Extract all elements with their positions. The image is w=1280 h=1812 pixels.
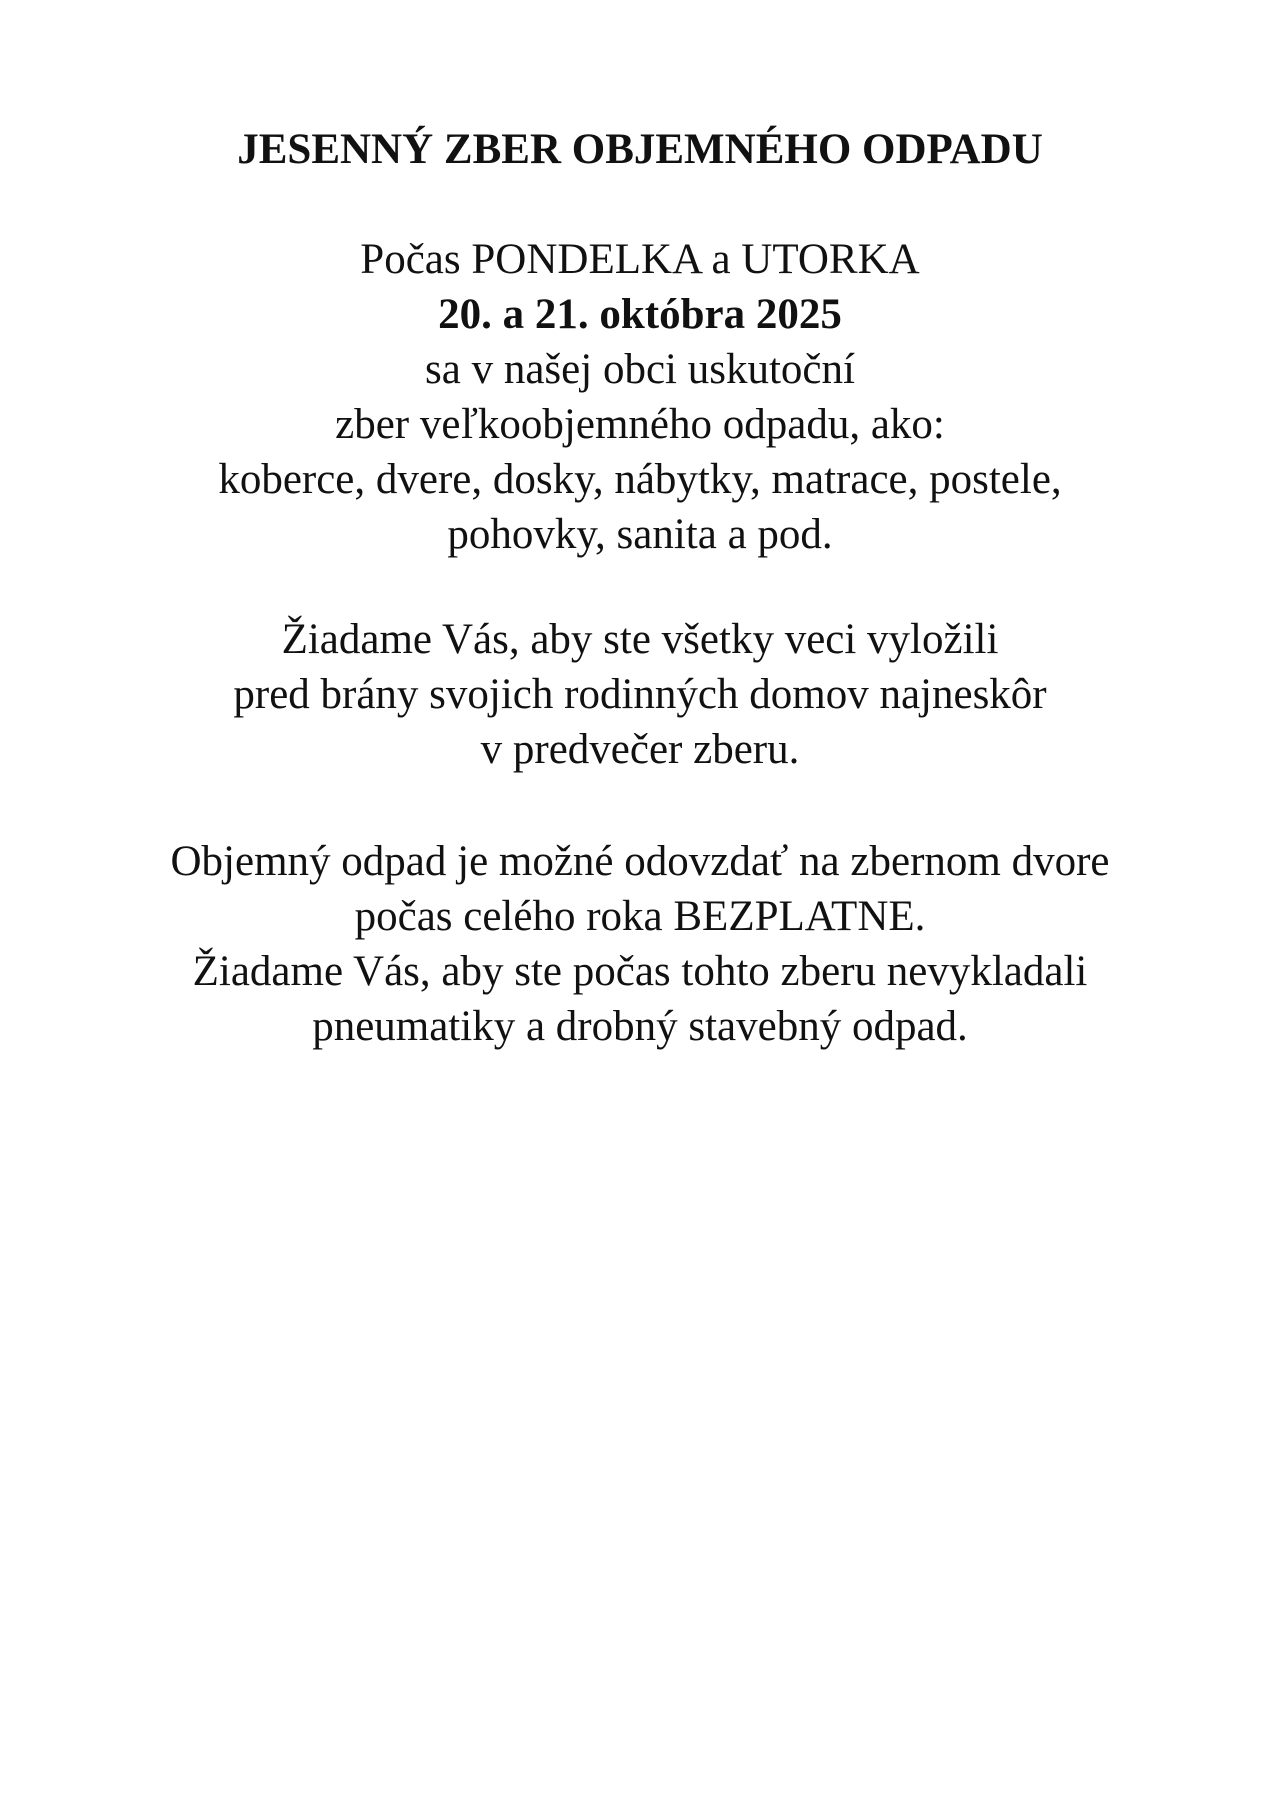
request-line-2: pred brány svojich rodinných domov najneskôr <box>233 671 1047 718</box>
schedule-items-list-end: pohovky, sanita a pod. <box>447 511 833 558</box>
schedule-items-list: koberce, dvere, dosky, nábytky, matrace, postele, <box>218 456 1062 503</box>
info-line-4: pneumatiky a drobný stavebný odpad. <box>312 1003 968 1050</box>
schedule-paragraph <box>0 232 1280 562</box>
schedule-line-4: zber veľkoobjemného odpadu, ako: <box>335 401 945 448</box>
schedule-date: 20. a 21. októbra 2025 <box>438 291 842 338</box>
document-title: JESENNÝ ZBER OBJEMNÉHO ODPADU <box>237 126 1043 173</box>
info-paragraph <box>0 834 1280 1054</box>
request-line-3: v predvečer zberu. <box>480 726 800 773</box>
schedule-line-3: sa v našej obci uskutoční <box>425 346 855 393</box>
schedule-days: Počas PONDELKA a UTORKA <box>360 236 920 283</box>
request-line-1: Žiadame Vás, aby ste všetky veci vyložili <box>281 616 999 663</box>
info-line-3: Žiadame Vás, aby ste počas tohto zberu nevykladali <box>192 948 1088 995</box>
info-line-2: počas celého roka BEZPLATNE. <box>354 893 926 940</box>
request-paragraph <box>0 612 1280 777</box>
info-line-1: Objemný odpad je možné odovzdať na zbernom dvore <box>170 838 1110 885</box>
